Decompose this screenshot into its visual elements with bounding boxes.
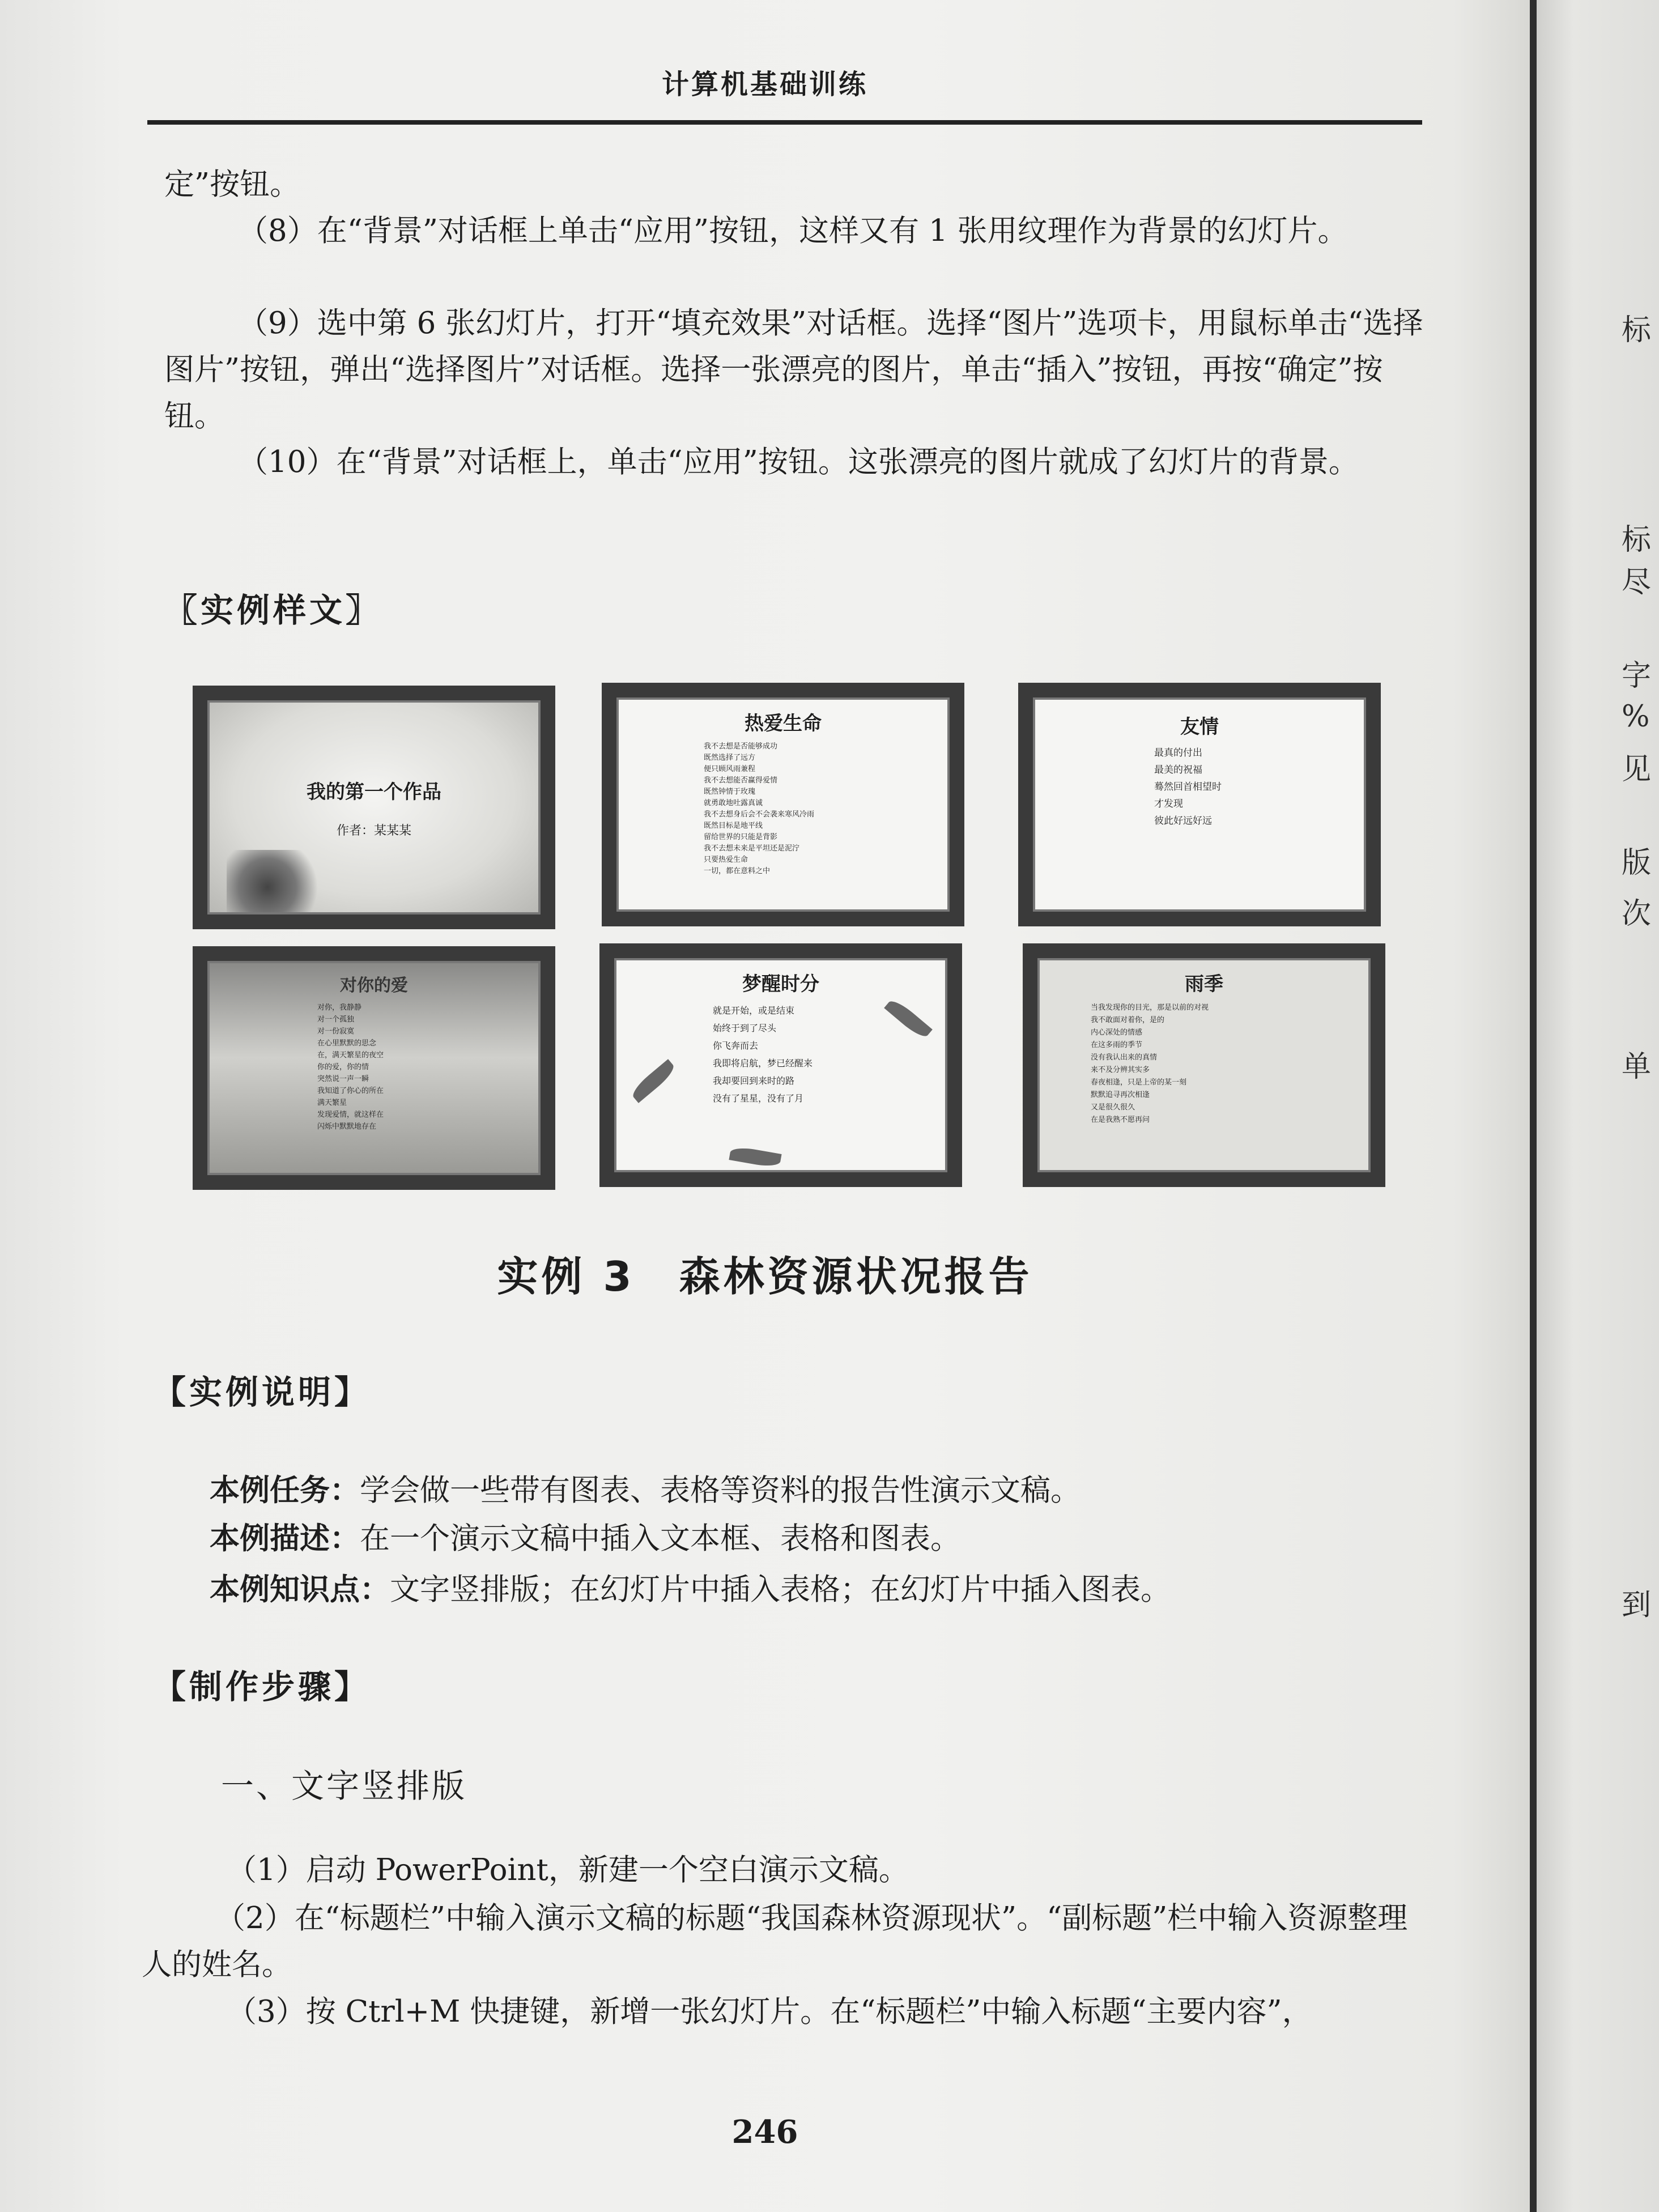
slide-5-body — [614, 958, 947, 1172]
slide-thumbnail-1 — [193, 686, 555, 929]
slide-1-body — [207, 700, 541, 914]
slide-thumbnail-3 — [1018, 683, 1381, 926]
poem-line: 便只顾风雨兼程 — [704, 765, 756, 773]
edge-fragment: 见 — [1622, 752, 1652, 786]
poem-line: 在这多雨的季节 — [1091, 1041, 1143, 1049]
slide-4-title: 对你的爱 — [340, 976, 408, 996]
poem-line: 我不去想未来是平坦还是泥泞 — [704, 844, 800, 853]
poem-line: 满天繁星 — [317, 1099, 347, 1107]
slide-3-body — [1033, 697, 1366, 912]
slide-1-author: 作者：某某某 — [336, 824, 411, 838]
slide-4-poem — [317, 1002, 538, 1133]
poem-line: 在，满天繁星的夜空 — [317, 1051, 384, 1060]
poem-line: 没有了星星，没有了月 — [713, 1093, 804, 1104]
poem-line: 就勇敢地吐露真诚 — [704, 799, 763, 807]
description-knowledge — [210, 1567, 1428, 1613]
poem-line: 没有我认出来的真情 — [1091, 1053, 1158, 1062]
summary-text: 在一个演示文稿中插入文本框、表格和图表。 — [360, 1521, 960, 1556]
slide-thumbnail-6 — [1023, 943, 1385, 1187]
poem-line: 最真的付出 — [1154, 747, 1202, 759]
slide-3-title: 友情 — [1180, 716, 1219, 738]
example-sample-heading: 〖实例样文〗 — [164, 591, 382, 629]
slide-2-body — [616, 697, 950, 912]
poem-line: 你的爱，你的情 — [317, 1063, 369, 1071]
flower-decoration — [227, 850, 329, 912]
edge-fragment: 次 — [1622, 897, 1652, 931]
edge-fragment: 字 — [1622, 659, 1652, 693]
poem-line: 最美的祝福 — [1154, 764, 1202, 776]
edge-fragment: % — [1622, 700, 1650, 734]
poem-line: 突然说一声一瞬 — [317, 1075, 369, 1083]
edge-fragment: 标 — [1622, 313, 1652, 347]
task-text: 学会做一些带有图表、表格等资料的报告性演示文稿。 — [360, 1473, 1081, 1508]
knowledge-label: 本例知识点： — [210, 1572, 390, 1607]
slide-6-poem — [1091, 1002, 1368, 1126]
edge-fragment: 版 — [1622, 846, 1652, 880]
description-summary — [210, 1516, 1428, 1562]
edge-fragment: 标 — [1622, 523, 1652, 557]
poem-line: 对你，我静静 — [317, 1003, 362, 1012]
slide-thumbnail-2 — [602, 683, 964, 926]
poem-line: 闪烁中默默地存在 — [317, 1122, 377, 1131]
poem-line: 我不去想身后会不会袭来寒风冷雨 — [704, 810, 815, 819]
steps-heading: 【制作步骤】 — [153, 1667, 371, 1706]
slide-2-title: 热爱生命 — [745, 712, 822, 735]
adjacent-page-edge — [1537, 0, 1659, 2212]
poem-line: 我不敢面对着你，是的 — [1091, 1016, 1165, 1024]
poem-line: 一切，都在意料之中 — [704, 867, 771, 875]
poem-line: 蓦然回首相望时 — [1154, 781, 1222, 793]
step-9: （9）选中第 6 张幻灯片，打开“填充效果”对话框。选择“图片”选项卡，用鼠标单击“选择图片”按钮，弹出“选择图片”对话框。选择一张漂亮的图片，单击“插入”按钮，再按“确定”按钮。 — [164, 306, 1423, 433]
step-2: （2）在“标题栏”中输入演示文稿的标题“我国森林资源现状”。“副标题”栏中输入资源整理人的姓名。 — [142, 1901, 1408, 1982]
poem-line: 当我发现你的目光，那是以前的对视 — [1091, 1003, 1209, 1012]
page-number: 246 — [731, 2113, 798, 2151]
edge-fragment: 单 — [1622, 1050, 1652, 1084]
step-10: （10）在“背景”对话框上，单击“应用”按钮。这张漂亮的图片就成了幻灯片的背景。 — [238, 445, 1359, 479]
poem-line: 我即将启航，梦已经醒来 — [713, 1058, 813, 1069]
poem-line: 默默追寻再次相逢 — [1091, 1091, 1150, 1099]
summary-label: 本例描述： — [210, 1521, 360, 1556]
description-heading: 【实例说明】 — [153, 1373, 371, 1411]
poem-line: 春夜相逢，只是上帝的某一刻 — [1091, 1078, 1187, 1087]
header-rule — [147, 120, 1422, 125]
poem-line: 来不及分辨其实多 — [1091, 1066, 1150, 1074]
step-7-end: 定”按钮。 — [164, 167, 300, 202]
slide-5-title: 梦醒时分 — [742, 973, 819, 996]
poem-line: 我不去想能否赢得爱情 — [704, 776, 778, 785]
leaf-decoration — [729, 1145, 781, 1168]
poem-line: 留给世界的只能是背影 — [704, 833, 778, 841]
poem-line: 彼此好远好远 — [1154, 815, 1212, 827]
edge-fragment: 到 — [1622, 1588, 1652, 1622]
description-task — [210, 1467, 1428, 1514]
subsection-title: 一、文字竖排版 — [221, 1767, 467, 1805]
poem-line: 又是很久很久 — [1091, 1103, 1135, 1112]
task-label: 本例任务： — [210, 1473, 360, 1508]
poem-line: 才发现 — [1154, 798, 1183, 810]
section-title: 实例 3 森林资源状况报告 — [497, 1253, 1033, 1300]
poem-line: 始终于到了尽头 — [713, 1023, 777, 1033]
leaf-decoration — [629, 1059, 678, 1103]
step-8: （8）在“背景”对话框上单击“应用”按钮，这样又有 1 张用纹理作为背景的幻灯片。 — [238, 214, 1348, 248]
poem-line: 对一个孤独 — [317, 1015, 355, 1024]
slide-6-body — [1037, 958, 1371, 1172]
poem-line: 我却要回到来时的路 — [713, 1075, 795, 1086]
slide-4-body — [207, 961, 541, 1175]
poem-line: 就是开始，或是结束 — [713, 1005, 795, 1016]
step-3: （3）按 Ctrl+M 快捷键，新增一张幻灯片。在“标题栏”中输入标题“主要内容”， — [227, 1994, 1312, 2029]
slide-thumbnail-5 — [599, 943, 962, 1187]
poem-line: 既然选择了远方 — [704, 754, 756, 762]
poem-line: 只要热爱生命 — [704, 856, 748, 864]
poem-line: 我知道了你心的所在 — [317, 1087, 384, 1095]
edge-fragment: 尽 — [1622, 565, 1652, 599]
slide-thumbnail-4 — [193, 946, 555, 1190]
poem-line: 内心深处的情感 — [1091, 1028, 1143, 1037]
knowledge-text: 文字竖排版；在幻灯片中插入表格；在幻灯片中插入图表。 — [390, 1572, 1171, 1607]
poem-line: 在是我熟不愿再问 — [1091, 1116, 1150, 1124]
poem-line: 对一份寂寞 — [317, 1027, 355, 1036]
poem-line: 既然钟情于玫瑰 — [704, 788, 756, 796]
poem-line: 我不去想是否能够成功 — [704, 742, 778, 751]
slide-1-title: 我的第一个作品 — [307, 781, 441, 803]
slide-3-poem — [1154, 745, 1364, 829]
poem-line: 你飞奔而去 — [713, 1040, 759, 1051]
running-head: 计算机基础训练 — [661, 69, 868, 100]
slide-2-poem — [704, 741, 947, 877]
poem-line: 既然目标是地平线 — [704, 822, 763, 830]
poem-line: 在心里默默的思念 — [317, 1039, 377, 1048]
poem-line: 发现爱情，就这样在 — [317, 1111, 384, 1119]
slide-6-title: 雨季 — [1185, 973, 1223, 996]
step-1: （1）启动 PowerPoint，新建一个空白演示文稿。 — [227, 1853, 909, 1887]
